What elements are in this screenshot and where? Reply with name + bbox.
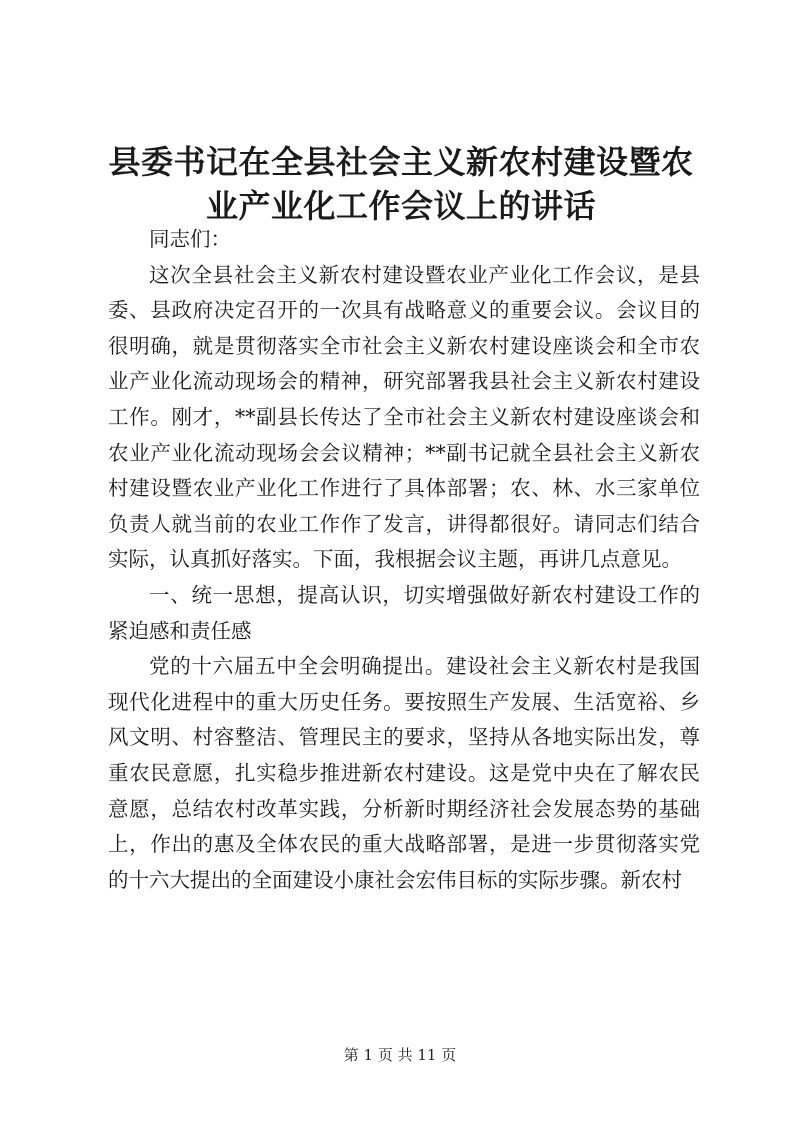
body-paragraph: 这次全县社会主义新农村建设暨农业产业化工作会议，是县委、县政府决定召开的一次具有战略意义的重要会议。会议目的很明确，就是贯彻落实全市社会主义新农村建设座谈会和全市农业产业化流动现场会的精神，研究部署我县社会主义新农村建设工作。刚才，**副县长传达了全市社会主义新农村建设座谈会和农业产业化流动现场会会议精神；**副书记就全县社会主义新农村建设暨农业产业化工作进行了具体部署；农、林、水三家单位负责人就当前的农业工作作了发言，讲得都很好。请同志们结合实际，认真抓好落实。下面，我根据会议主题，再讲几点意见。 [108, 262, 700, 572]
salutation-paragraph: 同志们： [149, 227, 231, 251]
section-heading: 一、统一思想，提高认识，切实增强做好新农村建设工作的紧迫感和责任感 [108, 582, 700, 643]
document-body [108, 222, 700, 898]
document-title: 县委书记在全县社会主义新农村建设暨农业产业化工作会议上的讲话 [108, 143, 694, 225]
page-number-footer: 第 1 页 共 11 页 [343, 1046, 457, 1064]
body-paragraph: 党的十六届五中全会明确提出。建设社会主义新农村是我国现代化进程中的重大历史任务。要按照生产发展、生活宽裕、乡风文明、村容整洁、管理民主的要求，坚持从各地实际出发，尊重农民意愿，扎实稳步推进新农村建设。这是党中央在了解农民意愿，总结农村改革实践，分析新时期经济社会发展态势的基础上，作出的惠及全体农民的重大战略部署，是进一步贯彻落实党的十六大提出的全面建设小康社会宏伟目标的实际步骤。新农村 [108, 654, 700, 892]
